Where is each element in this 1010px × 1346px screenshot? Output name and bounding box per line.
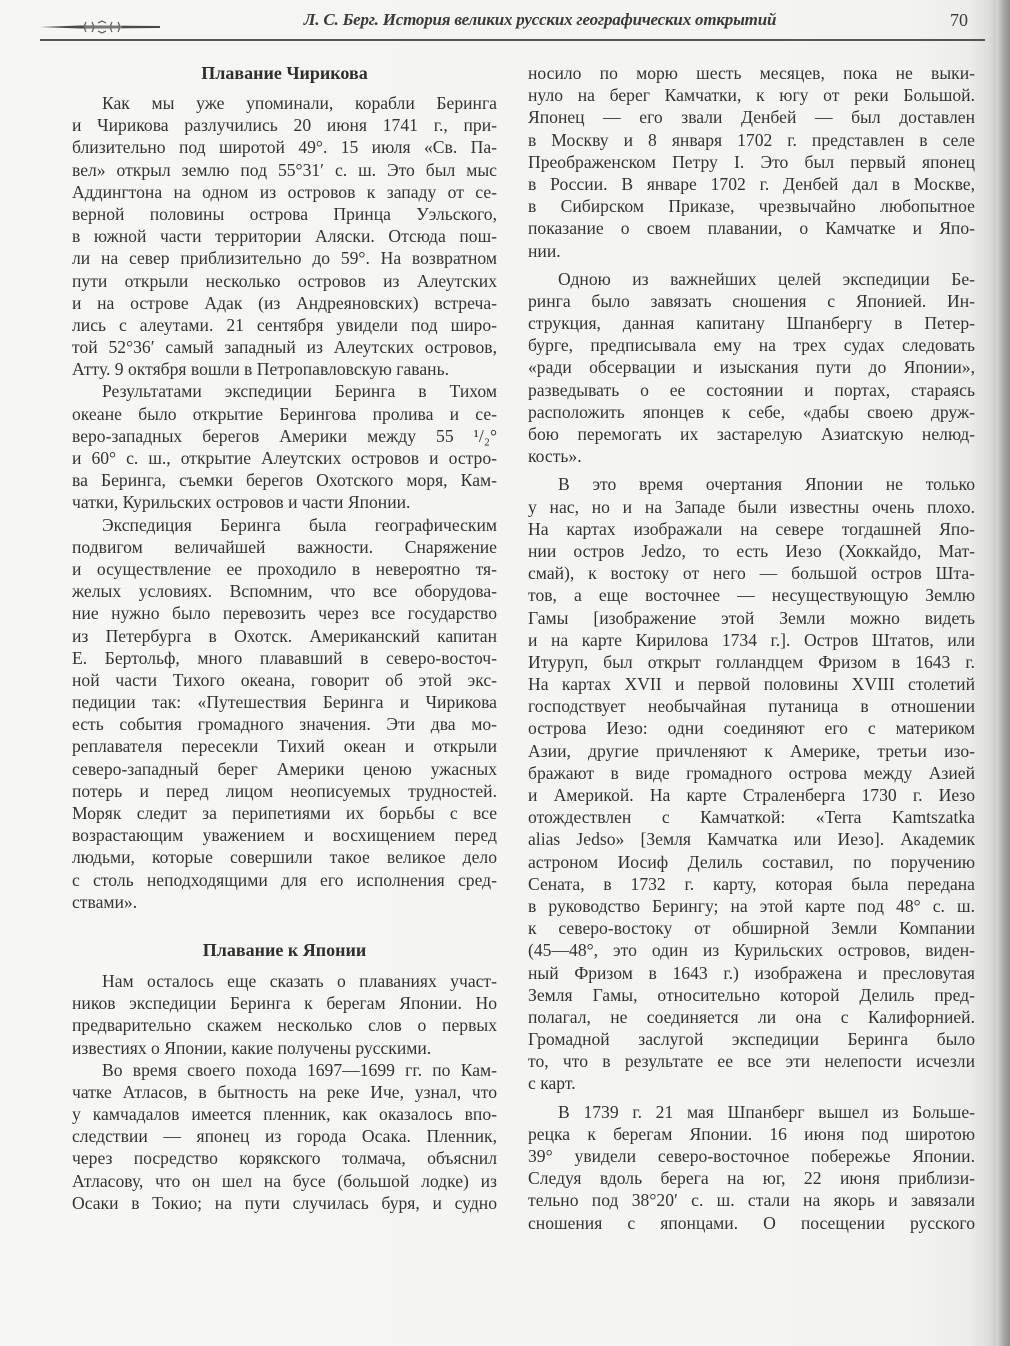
- section-heading: Плавание Чирикова: [201, 63, 368, 83]
- text-line: Как мы уже упоминали, корабли Беринга: [102, 93, 497, 113]
- text-line: нии остров Jedzo, то есть Иезо (Хоккайдо, Мат-: [528, 540, 975, 561]
- text-line: Японец — его звали Денбей — был доставлен: [528, 107, 975, 128]
- text-line: В это время очертания Японии не только: [558, 474, 975, 495]
- text-line: подвигом величайшей важности. Снаряжение: [72, 536, 497, 557]
- text-line: вел» открыл землю под 55°31′ с. ш. Это был мыс: [72, 159, 497, 180]
- text-line: и Чирикова разлучились 20 июня 1741 г., при-: [72, 115, 497, 136]
- text-line: в руководство Берингу; на этой карте под 48° с. ш.: [528, 895, 975, 916]
- text-line: лись с алеутами. 21 сентября увидели под широ-: [72, 314, 497, 335]
- text-line: чатки, Курильских островов и части Японии.: [72, 492, 411, 513]
- paragraph: [528, 473, 975, 1094]
- text-line: Е. Бертольф, много плававший в северо-восточ-: [72, 647, 497, 668]
- text-line: кость».: [528, 446, 582, 467]
- paragraph: [72, 1059, 497, 1214]
- text-line: реплавателя пересекли Тихий океан и открыли: [72, 736, 497, 757]
- text-line: Осаки в Токио; на пути случилась буря, и судно: [72, 1192, 497, 1213]
- header-rule: [40, 39, 985, 41]
- text-line: Нам осталось еще сказать о плаваниях участ-: [102, 970, 497, 991]
- running-header: [40, 6, 980, 38]
- paragraph-continued: [528, 62, 975, 262]
- text-line: господствует необычайная путаница в отношении: [528, 696, 975, 717]
- text-line: ствами».: [72, 891, 138, 912]
- text-line: пути открыли несколько островов из Алеутских: [72, 270, 497, 291]
- text-line: чатке Атласов, в бытность на реке Иче, узнал, что: [72, 1081, 497, 1102]
- book-spine-shadow: [996, 0, 1010, 1346]
- text-line: веро-западных берегов Америки между 55 ¹/₂°: [72, 425, 497, 446]
- text-line: следствии — японец из города Осака. Пленник,: [72, 1126, 497, 1147]
- text-line: возрастающим уважением и восхищением перед: [72, 825, 497, 846]
- text-line: полагал, не соединяется ли она с Калифорнией.: [528, 1006, 975, 1027]
- text-line: Следуя вдоль берега на юг, 22 июня приблизи-: [528, 1168, 975, 1189]
- text-line: известиях о Японии, какие получены русскими.: [72, 1037, 432, 1058]
- text-line: той 52°36′ самый западный из Алеутских островов,: [72, 337, 497, 358]
- text-line: ный Фризом в 1643 г.) изображена и пресловутая: [528, 962, 975, 983]
- text-line: бражают в виде громадного острова между Азией: [528, 762, 975, 783]
- text-line: Преображенском Петру I. Это был первый японец: [528, 151, 975, 172]
- text-line: и на острове Адак (из Андреяновских) встреча-: [72, 292, 497, 313]
- text-line: Аддингтона на одном из островов к западу от се-: [72, 181, 497, 202]
- text-line: в Москву и 8 января 1702 г. представлен в селе: [528, 129, 975, 150]
- text-line: Атласову, что он шел на бусе (большой лодке) из: [72, 1170, 497, 1191]
- text-line: в Сибирском Приказе, чрезвычайно любопытное: [528, 196, 975, 217]
- text-line: нуло на берег Камчатки, к югу от реки Большой.: [528, 85, 975, 106]
- text-line: из Петербурга в Охотск. Американский капитан: [72, 625, 497, 646]
- text-line: На картах XVII и первой половины XVIII столетий: [528, 674, 975, 695]
- paragraph: [72, 970, 497, 1059]
- text-line: Гамы [изображение этой Земли можно видеть: [528, 607, 975, 628]
- text-line: Одною из важнейших целей экспедиции Бе-: [558, 268, 975, 289]
- text-line: (45—48°, это один из Курильских островов, виден-: [528, 940, 975, 961]
- text-line: Во время своего похода 1697—1699 гг. по Кам-: [102, 1059, 497, 1080]
- text-line: с карт.: [528, 1073, 576, 1094]
- text-line: Сената, в 1732 г. карту, которая была передана: [528, 873, 975, 894]
- text-line: бою перемогать их застарелую Азиатскую нелюд-: [528, 424, 975, 444]
- text-line: потерь и перед лицом неописуемых трудностей.: [72, 780, 497, 801]
- text-line: Земля Гамы, относительно которой Делиль пред-: [528, 984, 975, 1005]
- paragraph: [72, 380, 497, 513]
- text-line: сношения с японцами. О посещении русского: [528, 1212, 975, 1233]
- text-line: Атту. 9 октября вошли в Петропавловскую гавань.: [72, 359, 450, 380]
- text-line: ние нужно было перевозить через все государство: [72, 603, 497, 624]
- text-line: близительно под широтой 49°. 15 июля «Св. Па-: [72, 137, 497, 158]
- text-line: отождествлен с Камчаткой: «Terra Kamtszatka: [528, 807, 975, 828]
- text-line: к северо-востоку от обширной Земли Компании: [528, 918, 975, 939]
- text-line: ной части Тихого океана, говорит об этой экс-: [72, 669, 497, 690]
- text-line: у нас, но и на Западе были известны очень плохо.: [528, 496, 975, 517]
- text-line: alias Jedso» [Земля Камчатка или Иезо]. Академик: [528, 829, 975, 850]
- text-line: Итуруп, был открыт голландцем Фризом в 1643 г.: [528, 651, 975, 672]
- text-line: через посредство корякского толмача, объяснил: [72, 1148, 497, 1169]
- left-column: [72, 62, 497, 1214]
- text-line: желых условиях. Вспомним, что все оборудова-: [72, 581, 497, 602]
- text-line: Экспедиция Беринга была географическим: [102, 514, 497, 535]
- text-line: расположить японцев к себе, «дабы своею друж-: [528, 401, 975, 422]
- text-line: Громадной заслугой экспедиции Беринга было: [528, 1029, 975, 1050]
- text-line: то, что в результате ее все эти нелепости исчезли: [528, 1051, 975, 1072]
- section-heading: Плавание к Японии: [202, 939, 367, 960]
- text-line: северо-западный берег Америки ценою ужасных: [72, 758, 497, 779]
- text-line: Моряк следит за перипетиями их борьбы с все: [72, 803, 497, 823]
- text-line: разведывать о ее состоянии и портах, стараясь: [528, 379, 975, 400]
- text-line: предварительно скажем несколько слов о первых: [72, 1015, 497, 1036]
- text-line: педиции так: «Путешествия Беринга и Чирикова: [72, 692, 497, 713]
- text-line: верной половины острова Принца Уэльского,: [72, 203, 497, 224]
- text-line: показание о своем плавании, о Камчатке и Япо-: [528, 218, 975, 239]
- text-line: В 1739 г. 21 мая Шпанберг вышел из Больше-: [558, 1101, 975, 1122]
- text-line: и на карте Кирилова 1734 г.]. Остров Штатов, или: [528, 629, 975, 650]
- text-line: рецка к берегам Японии. 16 июня под широтою: [528, 1123, 975, 1144]
- running-title: Л. С. Берг. История великих русских географических открытий: [303, 10, 777, 29]
- text-line: с столь неподходящими для его исполнения сред-: [72, 869, 497, 890]
- text-line: острова Иезо: одни соединяют его с материком: [528, 718, 975, 739]
- text-line: Азии, другие причленяют к Америке, третьи изо-: [528, 740, 975, 761]
- text-line: в России. В январе 1702 г. Денбей дал в Москве,: [528, 173, 975, 194]
- text-line: На картах изображали на севере тогдашней Япо-: [528, 518, 975, 539]
- text-line: смай), к востоку от него — большой остров Шта-: [528, 563, 975, 584]
- text-line: океане было открытие Берингова пролива и се-: [72, 403, 497, 424]
- text-line: и осуществление ее проходило в невероятно тя-: [72, 558, 497, 579]
- text-line: нии.: [528, 240, 561, 261]
- text-line: бурге, предписывала ему на трех судах следовать: [528, 335, 975, 356]
- text-line: есть события громадного значения. Эти два мо-: [72, 714, 497, 735]
- text-line: струкция, данная капитану Шпанбергу в Петер-: [528, 313, 975, 334]
- text-line: ва Беринга, съемки берегов Охотского моря, Кам-: [72, 470, 497, 491]
- paragraph: [528, 1101, 975, 1234]
- decorative-ornament-icon: [40, 20, 160, 34]
- text-line: и 60° с. ш., открытие Алеутских островов и остро-: [72, 448, 497, 468]
- text-line: астроном Иосиф Делиль составил, по поручению: [528, 851, 975, 872]
- paragraph: [528, 268, 975, 468]
- text-line: ников экспедиции Беринга к берегам Японии. Но: [72, 993, 497, 1014]
- text-line: 39° увидели северо-восточное побережье Японии.: [528, 1146, 975, 1166]
- text-line: тов, а еще восточнее — несуществующую Землю: [528, 585, 975, 606]
- text-line: у камчадалов имеется пленник, как оказалось впо-: [72, 1104, 497, 1125]
- text-line: Результатами экспедиции Беринга в Тихом: [102, 381, 497, 402]
- text-line: «ради обсервации и изыскания пути до Японии»,: [528, 357, 975, 378]
- paragraph: [72, 92, 497, 380]
- text-line: и Америкой. На карте Страленберга 1730 г. Иезо: [528, 785, 975, 805]
- text-line: в южной части территории Аляски. Отсюда пош-: [72, 226, 497, 247]
- right-column: [528, 62, 975, 1234]
- text-line: тельно под 38°20′ с. ш. стали на якорь и завязали: [528, 1190, 975, 1211]
- text-line: ли на север приблизительно до 59°. На возвратном: [72, 248, 497, 269]
- text-line: людьми, которые совершили такое великое дело: [72, 847, 497, 868]
- text-line: носило по морю шесть месяцев, пока не выки-: [528, 63, 975, 83]
- page-number: 70: [950, 10, 968, 30]
- paragraph: [72, 514, 497, 913]
- text-line: ринга было завязать сношения с Японией. Ин-: [528, 290, 975, 311]
